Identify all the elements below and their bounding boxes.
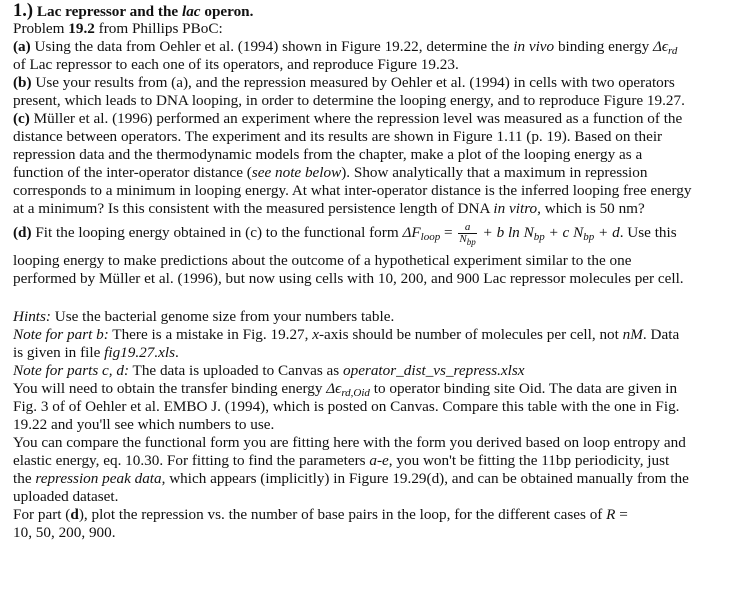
transfer-line-1: You will need to obtain the transfer binding energy $\Delta\epsilon_{rd,Oid}$ to operator binding site Oid. The data are given in (13, 380, 678, 399)
part-c-line-2: distance between operators. The experiment and its results are shown in Figure 1.11 (p. 19). Based on their (13, 128, 663, 145)
part-d-plot-line-2: 10, 50, 200, 900. (13, 524, 116, 541)
part-d-line-2: looping energy to make predictions about the outcome of a hypothetical experiment similar to the one (13, 252, 632, 269)
compare-line-1: You can compare the functional form you are fitting here with the form you derived based on loop entropy and (13, 434, 686, 451)
binding-energy-symbol: Δϵ (653, 38, 669, 55)
canvas-file-name: operator_dist_vs_repress.xlsx (343, 362, 525, 379)
part-a-line-1: (a) Using the data from Oehler et al. (1994) shown in Figure 19.22, determine the in vivo binding energy $\Delta\epsilon_{rd}$ (13, 38, 678, 57)
part-a-line-2: of Lac repressor to each one of its operators, and reproduce Figure 19.23. (13, 56, 459, 73)
transfer-line-3: 19.22 and you'll see which numbers to use. (13, 416, 275, 433)
part-c-line-4: function of the inter-operator distance (see note below). Show analytically that a maximum in repression (13, 164, 648, 181)
part-b-line-2: present, which leads to DNA looping, in order to determine the looping energy, and to reproduce Figure 19.27. (13, 92, 685, 109)
part-b-label: (b) (13, 74, 32, 91)
data-file-name: fig19.27.xls (104, 344, 175, 361)
note-b-line-1: Note for part b: There is a mistake in Fig. 19.27, x-axis should be number of molecules per cell, not nM. Data (13, 326, 680, 343)
hints-line: Hints: Use the bacterial genome size from your numbers table. (13, 308, 395, 325)
part-c-line-3: repression data and the thermodynamic models from the chapter, make a plot of the looping energy as a (13, 146, 643, 163)
part-d-line-1: (d) Fit the looping energy obtained in (c) to the functional form $\Delta F_{loop}$ = $\frac{a}{N_{bp}}$ + b $\ln N_{bp} + c$ $N_{bp} + d$. Use this (13, 221, 677, 248)
part-c-line-5: corresponds to a minimum in looping energy. At what inter-operator distance is the inferred looping free energy (13, 182, 692, 199)
part-c-label: (c) (13, 110, 30, 127)
problem-title (13, 2, 253, 21)
compare-line-3: the repression peak data, which appears (implicitly) in Figure 19.29(d), and can be obtained manually from the (13, 470, 689, 487)
looping-energy-formula: $\Delta F_{loop}$ = $\frac{a}{N_{bp}}$ + b $\ln N_{bp} + c$ $N_{bp} + d$ (402, 221, 620, 248)
part-c-line-6: at a minimum? Is this consistent with the measured persistence length of DNA in vitro, which is 50 nm? (13, 200, 645, 217)
note-cd-label: Note for parts c, d: (13, 362, 130, 379)
note-b-label: Note for part b: (13, 326, 109, 343)
problem-source: Problem 19.2 from Phillips PBoC: (13, 20, 223, 37)
title-number: 1.) (13, 1, 34, 21)
part-d-line-3: performed by Müller et al. (1996), but now using cells with 10, 200, and 900 Lac repressor molecules per cell. (13, 270, 684, 287)
formula-fraction: $\frac{a}{N_{bp}}$ (459, 221, 476, 248)
transfer-line-2: Fig. 3 of of Oehler et al. EMBO J. (1994), which is posted on Canvas. Compare this table with the one in Fig. (13, 398, 680, 415)
hints-label: Hints: (13, 308, 51, 325)
title-text: Lac repressor and the lac operon. (36, 3, 254, 20)
part-d-label: (d) (13, 224, 32, 241)
part-d-plot-line-1: For part (d), plot the repression vs. the number of base pairs in the loop, for the different cases of R = (13, 506, 628, 523)
compare-line-2: elastic energy, eq. 10.30. For fitting to find the parameters a-e, you won't be fitting the 11bp periodicity, just (13, 452, 670, 469)
part-c-line-1: (c) Müller et al. (1996) performed an experiment where the repression level was measured as a function of the (13, 110, 683, 127)
note-cd-line: Note for parts c, d: The data is uploaded to Canvas as operator_dist_vs_repress.xlsx (13, 362, 525, 379)
part-a-label: (a) (13, 38, 31, 55)
note-b-line-2: is given in file fig19.27.xls. (13, 344, 179, 361)
compare-line-4: uploaded dataset. (13, 488, 119, 505)
part-b-line-1: (b) Use your results from (a), and the repression measured by Oehler et al. (1994) in cells with two operators (13, 74, 675, 91)
